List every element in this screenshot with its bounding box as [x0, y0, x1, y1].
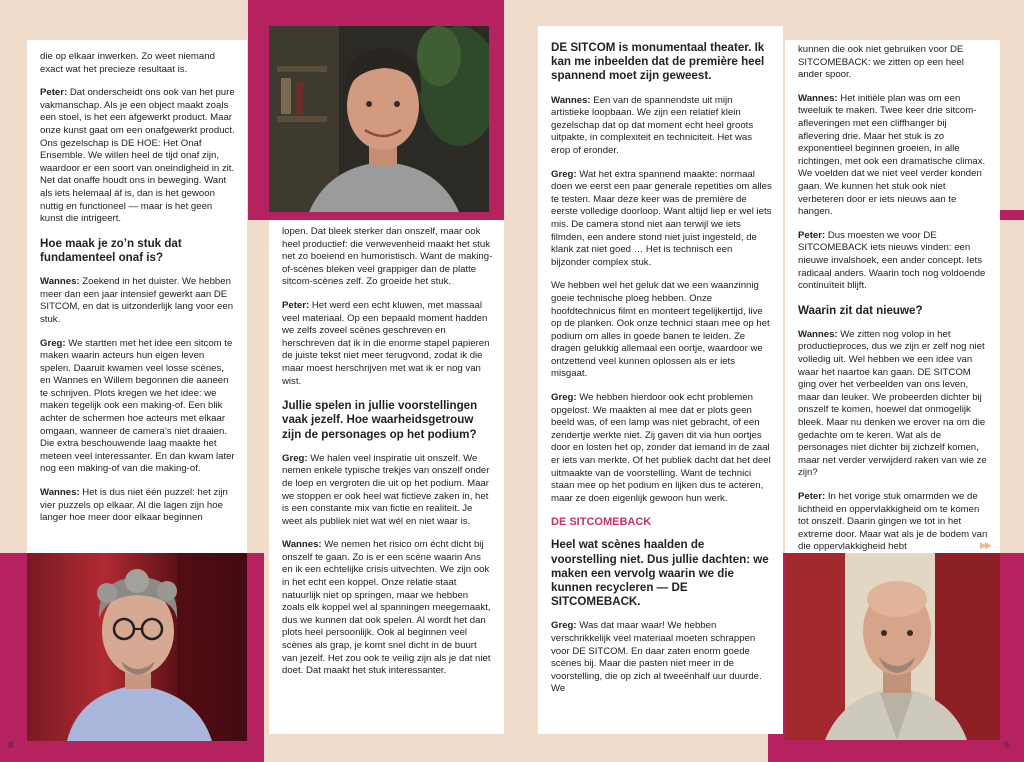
- paragraph-text: We halen veel inspiratie uit onszelf. We nemen enkele typische trekjes van onszelf onder de loep en vergroten die uit op het podium. Maar we stoppen er ook heel wat fictieve zaken in, het is een constante mix van fictie en realiteit. Je weet als publiek niet wat wél en niet waar is.: [282, 452, 490, 527]
- portrait-photo-man-dark-hair: [269, 26, 489, 212]
- paragraph: kunnen die ook niet gebruiken voor DE SITCOMEBACK: we zitten op een heel ander spoor.: [798, 44, 964, 81]
- paragraph-text: Zoekend in het duister. We hebben meer dan een jaar intensief gewerkt aan DE SITCOM, en dat is uitzonderlijk lang voor een stuk.: [40, 276, 234, 325]
- portrait-photo-man-with-glasses: [27, 553, 247, 741]
- paragraph: [40, 487, 236, 525]
- paragraph-text: Een van de spannendste uit mijn artistieke loopbaan. We zijn een relatief klein gezelschap dat op dat moment echt heel groots uitpakte, in complexiteit en techniciteit. Het was erop of eronder.: [551, 94, 754, 156]
- paragraph-text: We zitten nog volop in het productieproces, dus we zijn er zelf nog niet volledig uit. Wel hebben we een idee van waar het naartoe kan gaan. DE SITCOM ging over het verbeelden van ons leven, maar dan leuker. We probeerden dichter bij onszelf te komen, hoewel dat onmogelijk bleek. Maar nu denken we erover na om die gedachte om te keren. Wat als de personages niet dichter bij zichzelf komen, maar net verder verwijderd raken van wie ze zijn?: [798, 328, 987, 479]
- paragraph-text: Het werd een echt kluwen, met massaal veel materiaal. Op een bepaald moment hadden we zelfs zoveel scènes geschreven en herschreven dat ik in die enorme stapel papieren de juiste tekst niet meer terugvond, zodat ik die maar moest herschrijven met wat ik er nog van wist.: [282, 299, 490, 387]
- speaker-name: Greg:: [551, 168, 577, 180]
- speaker-name: Peter:: [798, 491, 826, 503]
- paragraph: die op elkaar inwerken. Zo weet niemand exact wat het precieze resultaat is.: [40, 51, 215, 75]
- text-column-3: [538, 26, 783, 734]
- paragraph: [551, 95, 772, 158]
- paragraph-text: Het is dus niet één puzzel: het zijn vier puzzels op elkaar. Al die lagen zijn hoe langer hoe meer door elkaar beginnen: [40, 487, 228, 524]
- paragraph: [40, 87, 236, 226]
- continue-arrows-icon: ▶▶: [980, 540, 990, 550]
- page-number-left: 8: [8, 740, 14, 750]
- paragraph: We hebben wel het geluk dat we een waanzinnig goeie technische ploeg hebben. Onze hoofdtechnicus filmt en monteert tegelijkertijd, live op de planken. Ook onze technici staan mee op het podium om alles in goede banen te leiden. Ze dragen gelukkig allemaal een oortje, waardoor we ontzettend veel kunnen oplossen als er iets misgaat.: [551, 280, 770, 380]
- speaker-name: Wannes:: [798, 328, 838, 340]
- paragraph-text: In het vorige stuk omarmden we de lichtheid en oppervlakkigheid om te komen tot onszelf. Daarin gingen we tot in het extreme door. Maar wat als je de bodem van die oppervlakkigheid hebt: [798, 491, 988, 553]
- text-column-2: [269, 220, 504, 734]
- paragraph: lopen. Dat bleek sterker dan onszelf, maar ook heel productief: die verwevenheid maakt het stuk net zo boeiend en humoristisch. Want de making-of-scènes bleken veel grappiger dan de platte sitcom-scènes zelf. Zo groeide het stuk.: [282, 226, 493, 288]
- text-column-1: [27, 40, 247, 553]
- speaker-name: Peter:: [798, 229, 826, 241]
- paragraph: [798, 329, 989, 480]
- speaker-name: Greg:: [282, 452, 308, 464]
- interview-question: Heel wat scènes haalden de voorstelling niet. Dus jullie dachten: we maken een vervolg waarin we die kunnen recycleren — DE SITCOMEBACK.: [551, 538, 769, 609]
- speaker-name: Wannes:: [282, 539, 322, 551]
- paragraph: [282, 453, 493, 529]
- text-column-4: [785, 40, 1000, 553]
- page-number-right: 9: [1004, 740, 1010, 750]
- paragraph-text: Dus moesten we voor DE SITCOMEBACK iets nieuws vinden: een nieuwe invalshoek, een ander concept. Iets radicaal anders. Waarin toch nog voldoende continuïteit blijft.: [798, 229, 986, 292]
- section-heading: DE SITCOMEBACK: [551, 516, 652, 529]
- speaker-name: Greg:: [40, 337, 66, 349]
- interview-question: Hoe maak je zo’n stuk dat fundamenteel onaf is?: [40, 236, 182, 264]
- interview-question: Jullie spelen in jullie voorstellingen vaak jezelf. Hoe waarheidsgetrouw zijn de personages op het podium?: [282, 399, 478, 441]
- paragraph-text: We hebben hierdoor ook echt problemen opgelost. We maakten al mee dat er plots geen beeld was, of een lamp was niet gebracht, of een zendertje werkte niet. Zij gaven dit via hun oortjes door en losten het op, zonder dat iemand in de zaal er iets van merkte. Of het publiek dacht dat het deel uitmaakte van de voorstelling. Want de technici staan mee op het podium en lijken dus te acteren, maar ze doen eigenlijk gewoon hun werk.: [551, 392, 771, 504]
- interview-question: Waarin zit dat nieuwe?: [798, 303, 923, 317]
- speaker-name: Wannes:: [551, 94, 591, 106]
- paragraph: [40, 276, 236, 326]
- paragraph: [798, 230, 989, 293]
- speaker-name: Wannes:: [798, 92, 838, 104]
- portrait-photo-bald-man: [785, 553, 1000, 740]
- speaker-name: Wannes:: [40, 276, 80, 288]
- speaker-name: Greg:: [551, 392, 577, 404]
- speaker-name: Wannes:: [40, 487, 80, 499]
- paragraph: [282, 300, 493, 388]
- paragraph: [282, 539, 493, 678]
- paragraph: [798, 93, 989, 219]
- speaker-name: Peter:: [40, 87, 68, 99]
- paragraph-text: We nemen het risico om écht dicht bij onszelf te gaan. Zo is er een scène waarin Ans en ik een echtelijke crisis uitvechten. We zijn ook in het echt een koppel. Onze relatie staat natuurlijk niet op springen, maar we hebben zoals elk koppel wel al spanningen meegemaakt, dus we kunnen dat ook spelen. Al wordt het dan plots heel persoonlijk. Ook al beginnen veel scènes als grap, je komt snel dicht in de buurt van jezelf. Het zou ook te veilig zijn als je dat niet doet. Dat maakt het stuk interessanter.: [282, 539, 491, 677]
- paragraph: [798, 491, 989, 553]
- paragraph: [551, 169, 772, 270]
- paragraph-text: Was dat maar waar! We hebben verschrikkelijk veel materiaal moeten schrappen voor DE SITCOM. En daar zaten enorm goede scènes bij. Maar die pasten niet meer in de voorstelling, die op zich al tweeënhalf uur duurde. We: [551, 620, 762, 695]
- paragraph: [551, 620, 772, 696]
- paragraph-text: Wat het extra spannend maakte: normaal doen we eerst een paar generale repetities om alles te testen. Maar deze keer was de première de eerste volledige doorloop. Want altijd liep er wel iets mis. De camera stond niet aan terwijl we iets filmden, een andere stond niet juist ingesteld, de klank zat niet goed … Het is technisch een bijzonder complex stuk.: [551, 168, 772, 268]
- paragraph: [551, 392, 772, 505]
- paragraph-text: We startten met het idee een sitcom te maken waarin acteurs hun eigen leven spelen. Daaruit kwamen veel losse scènes, en Wannes en Willem begonnen die aaneen te schrijven. Plots kregen we het idee: we maken tegelijk ook een making-of. Een blik achter de schermen hoe acteurs met elkaar omgaan, wanneer de camera’s niet draaien. Die extra beschouwende laag maakte het meteen veel interessanter. En dan kwam later nog een making-of van die making-of.: [40, 337, 235, 475]
- paragraph-text: Dat onderscheidt ons ook van het pure vakmanschap. Als je een object maakt zoals een stoel, is het een afgewerkt product. Maar onze kunst gaat om een onafgewerkt product. Ons gezelschap is DE HOE: Het Onaf Ensemble. We willen heel de tijd onaf zijn, waardoor er een soort van oneindigheid in zit. Net dat onaffe houdt ons in beweging. Want als iets helemaal áf is, dan is het gewoon nuttig en functioneel — maar is het geen kunst die intrigeert.: [40, 87, 235, 225]
- paragraph-text: Het initiële plan was om een tweeluik te maken. Twee keer drie sitcom-afleveringen met een cliffhanger bij aflevering drie. Maar het stuk is zo exponentieel beginnen groeien, in alle richtingen, met ook een dramatische climax. We voelden dat we niet veel verder konden gaan. We kunnen het stuk ook niet verbeteren door er iets nieuws aan te hangen.: [798, 92, 986, 218]
- paragraph: [40, 338, 236, 477]
- interview-question: DE SITCOM is monumentaal theater. Ik kan me inbeelden dat de première heel spannend moet zijn geweest.: [551, 41, 765, 83]
- speaker-name: Peter:: [282, 299, 310, 311]
- speaker-name: Greg:: [551, 620, 577, 632]
